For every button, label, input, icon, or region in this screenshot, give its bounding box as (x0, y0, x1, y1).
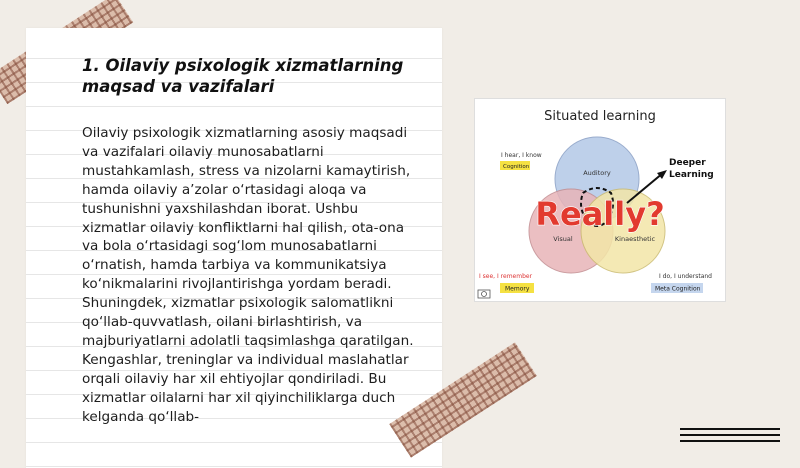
decorative-line (680, 434, 780, 436)
decorative-line (680, 428, 780, 430)
situated-learning-diagram (474, 98, 726, 302)
hear-label: I hear, I know (501, 152, 542, 159)
slide-title: 1. Oilaviy psixologik xizmatlarning maqsad va vazifalari (82, 56, 404, 96)
memory-label: Memory (505, 285, 530, 293)
auditory-label: Auditory (583, 169, 611, 177)
decorative-lines (680, 428, 780, 446)
diagram-heading: Situated learning (544, 109, 656, 124)
cognition-label: Cognition (503, 164, 530, 170)
slide-body-text: Oilaviy psixologik xizmatlarning asosiy maqsadi va vazifalari oilaviy munosabatlarni mustahkamlash, stress va nizolarni kamaytirish, hamda oilaviy a’zolar o‘rtasidagi aloqa va tushunishni yaxshilashdan iborat. Ushbu xizmatlar oilaviy konfliktlarni hal qilish, ota-ona va bola o‘rtasidagi sog‘lom munosabatlarni o‘rnatish, hamda tarbiya va kommunikatsiya ko‘nikmalarini rivojlantirishga yordam beradi. Shuningdek, xizmatlar psixologik salomatlikni qo‘llab-quvvatlash, oilani birlashtirish, va majburiyatlarni adolatli taqsimlashga qaratilgan. Kengashlar, treninglar va individual maslahatlar orqali oilaviy har xil ehtiyojlar qondiriladi. Bu xizmatlar oilalarni har xil qiyinchiliklarga duch kelganda qo‘llab- (82, 125, 414, 425)
do-label: I do, I understand (659, 273, 712, 280)
learning-label: Learning (669, 170, 714, 180)
meta-label: Meta Cognition (655, 285, 701, 293)
decorative-line (680, 440, 780, 442)
deeper-label: Deeper (669, 158, 706, 168)
visual-label: Visual (553, 235, 573, 243)
venn-diagram (475, 99, 725, 301)
see-label: I see, I remember (479, 273, 533, 280)
really-overlay-text: Really? (535, 195, 665, 233)
kinaesthetic-label: Kinaesthetic (614, 235, 656, 243)
